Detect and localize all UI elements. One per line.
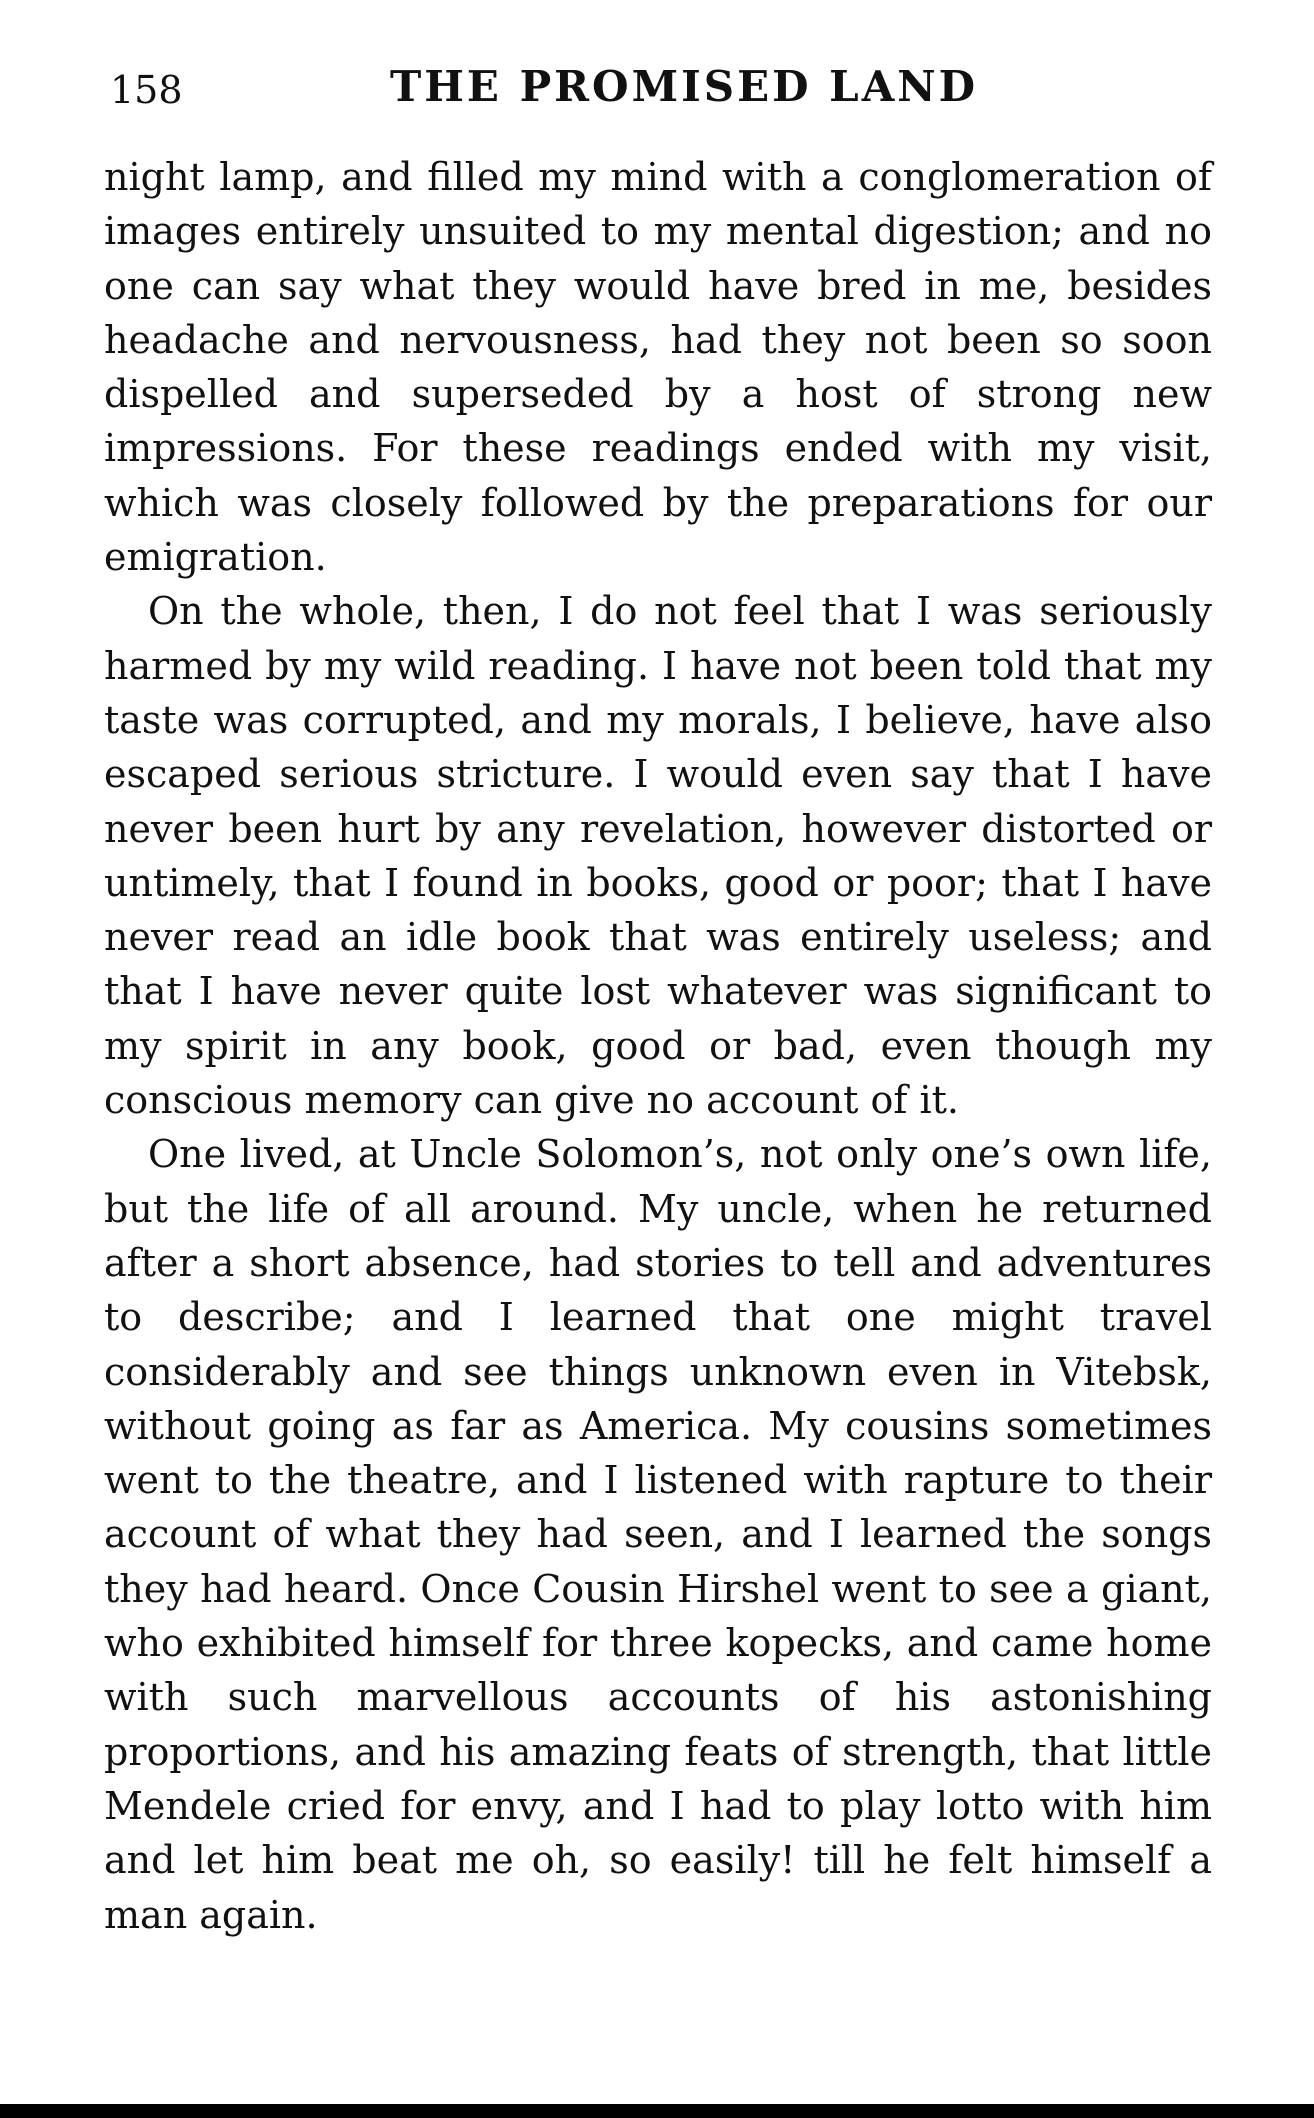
page-number: 158 xyxy=(110,68,183,112)
scan-edge-bar xyxy=(0,2104,1314,2118)
paragraph-continued: night lamp, and filled my mind with a conglomeration of images entirely unsuited to my mental digestion; and no one can say what they would have bred in me, besides headache and nervousness, had they not been so soon dispelled and superseded by a host of strong new impressions. For these readings ended with my visit, which was closely followed by the preparations for our emigration. xyxy=(104,155,1212,580)
running-title: THE PROMISED LAND xyxy=(390,62,979,111)
running-head xyxy=(110,62,1200,122)
paragraph: One lived, at Uncle Solomon’s, not only one’s own life, but the life of all around. My uncle, when he returned after a short absence, had stories to tell and adventures to describe; and I learned that one might travel considerably and see things unknown even in Vitebsk, without going as far as America. My cousins sometimes went to the theatre, and I listened with rapture to their account of what they had seen, and I learned the songs they had heard. Once Cousin Hirshel went to see a giant, who exhibited himself for three kopecks, and came home with such marvellous accounts of his astonishing proportions, and his amazing feats of strength, that little Mendele cried for envy, and I had to play lotto with him and let him beat me oh, so easily! till he felt himself a man again. xyxy=(104,1132,1212,1937)
paragraph: On the whole, then, I do not feel that I was seriously harmed by my wild reading. I have not been told that my taste was corrupted, and my morals, I believe, have also escaped serious stricture. I would even say that I have never been hurt by any revelation, however distorted or untimely, that I found in books, good or poor; that I have never read an idle book that was entirely useless; and that I have never quite lost whatever was significant to my spirit in any book, good or bad, even though my conscious memory can give no account of it. xyxy=(104,589,1212,1123)
body-text xyxy=(104,150,1212,1942)
